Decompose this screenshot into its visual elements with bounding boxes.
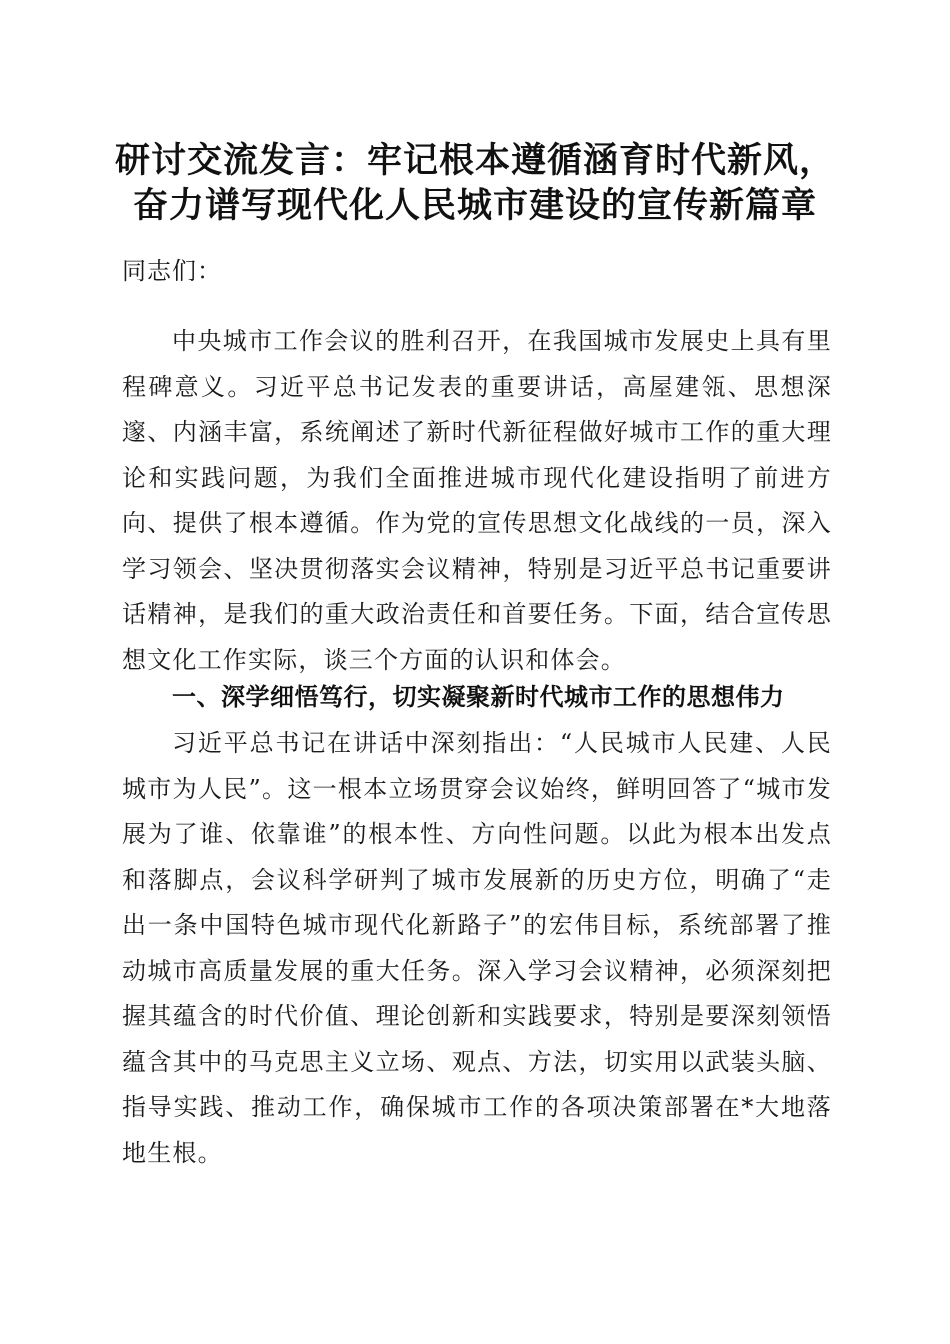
document-title-line-1: 研讨交流发言：牢记根本遵循涵育时代新风， bbox=[114, 140, 835, 181]
document-title-line-2: 奋力谱写现代化人民城市建设的宣传新篇章 bbox=[132, 185, 817, 226]
section-heading-1: 一、深学细悟笃行，切实凝聚新时代城市工作的思想伟力 bbox=[172, 683, 785, 711]
paragraph-section-1: 习近平总书记在讲话中深刻指出：“人民城市人民建、人民城市为人民”。这一根本立场贯穿会议始终，鲜明回答了“城市发展为了谁、依靠谁”的根本性、方向性问题。以此为根本出发点和落脚点，会议科学研判了城市发展新的历史方位，明确了“走出一条中国特色城市现代化新路子”的宏伟目标，系统部署了推动城市高质量发展的重大任务。深入学习会议精神，必须深刻把握其蕴含的时代价值、理论创新和实践要求，特别是要深刻领悟蕴含其中的马克思主义立场、观点、方法，切实用以武装头脑、指导实践、推动工作，确保城市工作的各项决策部署在*大地落地生根。 bbox=[122, 729, 832, 1167]
salutation: 同志们： bbox=[122, 257, 222, 285]
paragraph-intro: 中央城市工作会议的胜利召开，在我国城市发展史上具有里程碑意义。习近平总书记发表的重要讲话，高屋建瓴、思想深邃、内涵丰富，系统阐述了新时代新征程做好城市工作的重大理论和实践问题，为我们全面推进城市现代化建设指明了前进方向、提供了根本遵循。作为党的宣传思想文化战线的一员，深入学习领会、坚决贯彻落实会议精神，特别是习近平总书记重要讲话精神，是我们的重大政治责任和首要任务。下面，结合宣传思想文化工作实际，谈三个方面的认识和体会。 bbox=[122, 327, 832, 674]
